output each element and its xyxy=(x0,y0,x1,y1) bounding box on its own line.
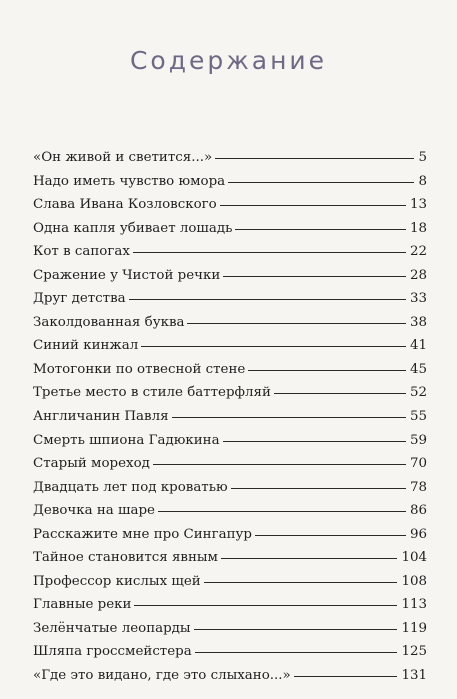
toc-entry xyxy=(33,570,427,594)
toc-leader-line xyxy=(129,299,406,300)
toc-entry-title: Смерть шпиона Гадюкина xyxy=(33,432,220,448)
toc-leader-line xyxy=(187,323,405,324)
toc-entry-title: Главные реки xyxy=(33,597,132,613)
toc-leader-line xyxy=(215,158,414,159)
toc-entry xyxy=(33,593,427,617)
toc-entry-title: Одна капля убивает лошадь xyxy=(33,220,233,236)
toc-entry-title: «Где это видано, где это слыхано...» xyxy=(33,668,291,684)
toc-entry xyxy=(33,405,427,429)
toc-leader-line xyxy=(172,417,406,418)
toc-entry-page-number: 104 xyxy=(401,550,427,566)
toc-entry-page-number: 8 xyxy=(418,173,427,189)
toc-leader-line xyxy=(294,676,398,677)
toc-leader-line xyxy=(134,605,397,606)
toc-entry xyxy=(33,170,427,194)
toc-entry-title: Синий кинжал xyxy=(33,338,139,354)
toc-entry-page-number: 18 xyxy=(409,220,427,236)
toc-leader-line xyxy=(221,558,397,559)
toc-entry-title: Старый мореход xyxy=(33,456,150,472)
toc-entry xyxy=(33,476,427,500)
toc-entry-page-number: 96 xyxy=(409,526,427,542)
toc-entry xyxy=(33,287,427,311)
toc-leader-line xyxy=(223,441,406,442)
toc-entry-page-number: 5 xyxy=(418,150,427,165)
toc-entry-page-number: 59 xyxy=(409,432,427,448)
toc-entry-page-number: 70 xyxy=(409,456,427,472)
toc-leader-line xyxy=(141,346,406,347)
toc-leader-line xyxy=(231,488,406,489)
toc-entry-page-number: 86 xyxy=(409,503,427,519)
toc-leader-line xyxy=(220,205,406,206)
toc-entry-page-number: 78 xyxy=(409,479,427,495)
toc-entry-page-number: 13 xyxy=(409,197,427,213)
toc-entry-title: Девочка на шаре xyxy=(33,503,155,519)
toc-leader-line xyxy=(255,535,406,536)
toc-entry-title: Кот в сапогах xyxy=(33,244,130,260)
toc-entry-page-number: 131 xyxy=(401,668,427,684)
toc-leader-line xyxy=(194,629,398,630)
toc-entry-title: Тайное становится явным xyxy=(33,550,218,566)
toc-entry-page-number: 113 xyxy=(401,597,427,613)
toc-entry-page-number: 28 xyxy=(409,267,427,283)
toc-leader-line xyxy=(204,582,398,583)
toc-leader-line xyxy=(248,370,406,371)
toc-leader-line xyxy=(158,511,406,512)
toc-entry-page-number: 108 xyxy=(401,573,427,589)
toc-entry-page-number: 38 xyxy=(409,314,427,330)
toc-entry-page-number: 22 xyxy=(409,244,427,260)
toc-entry xyxy=(33,334,427,358)
toc-entry-title: Зелёнчатые леопарды xyxy=(33,620,191,636)
toc-entry-title: Профессор кислых щей xyxy=(33,573,201,589)
toc-entry-page-number: 45 xyxy=(409,361,427,377)
toc-entry xyxy=(33,546,427,570)
toc-entry-title: Надо иметь чувство юмора xyxy=(33,173,226,189)
toc-entry xyxy=(33,523,427,547)
toc-entry xyxy=(33,640,427,664)
toc-entry xyxy=(33,381,427,405)
toc-entry xyxy=(33,146,427,170)
toc-entry-title: Мотогонки по отвесной стене xyxy=(33,361,246,377)
toc-leader-line xyxy=(195,652,398,653)
page-title: Содержание xyxy=(129,46,328,75)
toc-entry-title: Шляпа гроссмейстера xyxy=(33,644,192,660)
toc-entry-title: Англичанин Павля xyxy=(33,409,169,425)
table-of-contents xyxy=(33,146,427,688)
toc-entry-title: Слава Ивана Козловского xyxy=(33,197,217,213)
toc-entry-page-number: 125 xyxy=(401,644,427,660)
toc-entry-title: Третье место в стиле баттерфляй xyxy=(33,385,271,401)
toc-entry xyxy=(33,429,427,453)
toc-entry-title: «Он живой и светится...» xyxy=(33,150,213,165)
toc-entry xyxy=(33,264,427,288)
toc-leader-line xyxy=(133,252,406,253)
toc-entry xyxy=(33,499,427,523)
toc-entry-page-number: 33 xyxy=(409,291,427,307)
toc-entry xyxy=(33,193,427,217)
toc-entry xyxy=(33,240,427,264)
toc-entry-title: Сражение у Чистой речки xyxy=(33,267,221,283)
toc-entry-page-number: 52 xyxy=(409,385,427,401)
toc-entry-title: Расскажите мне про Сингапур xyxy=(33,526,252,542)
toc-entry xyxy=(33,358,427,382)
toc-leader-line xyxy=(228,182,414,183)
toc-entry-title: Друг детства xyxy=(33,291,126,307)
toc-leader-line xyxy=(274,393,406,394)
toc-entry-page-number: 41 xyxy=(409,338,427,354)
toc-entry xyxy=(33,311,427,335)
toc-leader-line xyxy=(223,276,406,277)
toc-entry xyxy=(33,664,427,688)
toc-entry-title: Заколдованная буква xyxy=(33,314,185,330)
toc-leader-line xyxy=(235,229,406,230)
toc-entry-title: Двадцать лет под кроватью xyxy=(33,479,228,495)
toc-entry xyxy=(33,452,427,476)
toc-entry-page-number: 55 xyxy=(409,409,427,425)
toc-entry xyxy=(33,617,427,641)
toc-leader-line xyxy=(153,464,406,465)
toc-entry-page-number: 119 xyxy=(401,620,427,636)
toc-entry xyxy=(33,217,427,241)
